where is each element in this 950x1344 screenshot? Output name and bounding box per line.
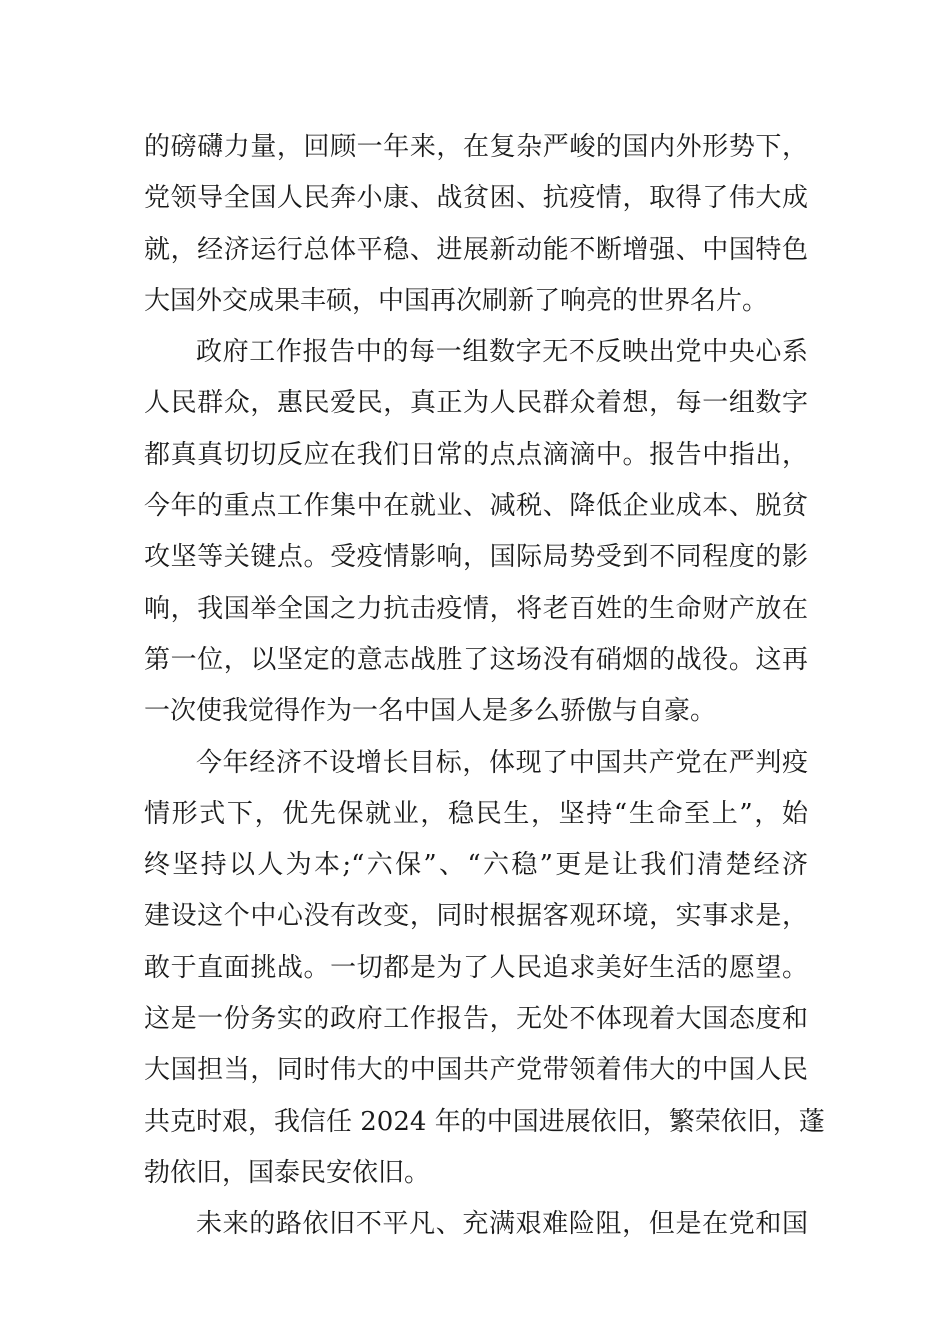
text-line: 这是一份务实的政府工作报告，无处不体现着大国态度和 [144,1004,808,1035]
text-line: 都真真切切反应在我们日常的点点滴滴中。报告中指出， [144,439,808,470]
text-line: 人民群众，惠民爱民，真正为人民群众着想，每一组数字 [144,388,808,419]
text-line: 终坚持以人为本;“六保”、“六稳”更是让我们清楚经济 [144,850,808,881]
text-line: 政府工作报告中的每一组数字无不反映出党中央心系 [196,337,808,368]
text-line: 党领导全国人民奔小康、战贫困、抗疫情，取得了伟大成 [144,183,808,214]
text-line: 一次使我觉得作为一名中国人是多么骄傲与自豪。 [144,696,717,727]
text-line: 今年经济不设增长目标，体现了中国共产党在严判疫 [196,747,808,778]
text-line: 建设这个中心没有改变，同时根据客观环境，实事求是， [144,901,808,932]
text-line: 大国担当，同时伟大的中国共产党带领着伟大的中国人民 [144,1055,808,1086]
text-line: 的磅礴力量，回顾一年来，在复杂严峻的国内外形势下， [144,132,808,162]
text-line: 今年的重点工作集中在就业、减税、降低企业成本、脱贫 [144,491,808,522]
text-line: 大国外交成果丰硕，中国再次刷新了响亮的世界名片。 [144,285,769,316]
text-line: 未来的路依旧不平凡、充满艰难险阻，但是在党和国 [196,1209,808,1240]
text-line: 攻坚等关键点。受疫情影响，国际局势受到不同程度的影 [144,542,808,573]
text-line: 第一位，以坚定的意志战胜了这场没有硝烟的战役。这再 [144,644,808,675]
text-line: 情形式下，优先保就业，稳民生，坚持“生命至上”，始 [144,798,808,829]
text-line: 敢于直面挑战。一切都是为了人民追求美好生活的愿望。 [144,952,808,983]
text-line: 勃依旧，国泰民安依旧。 [144,1157,431,1188]
body-text [144,122,825,1251]
text-line: 就，经济运行总体平稳、进展新动能不断增强、中国特色 [144,234,808,265]
text-line: 共克时艰，我信任 2024 年的中国进展依旧，繁荣依旧，蓬 [144,1106,825,1137]
text-line: 响，我国举全国之力抗击疫情，将老百姓的生命财产放在 [144,593,808,624]
